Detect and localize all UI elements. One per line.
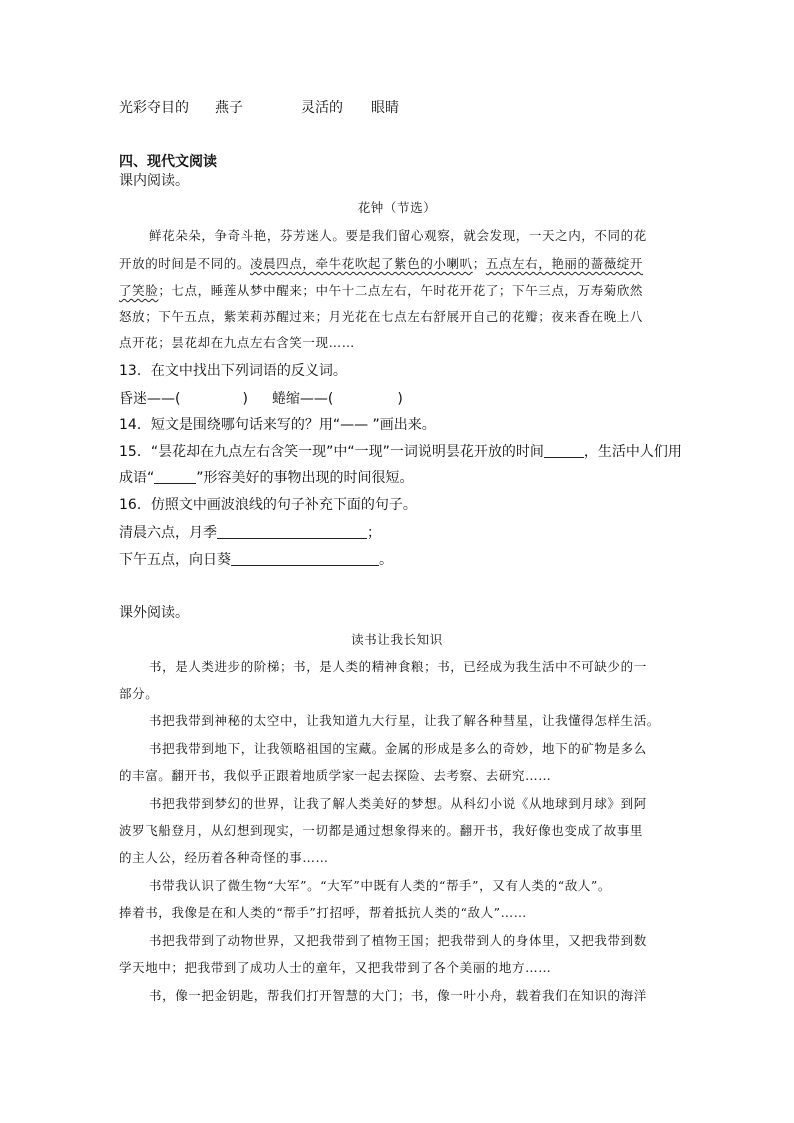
punctuation: ； bbox=[367, 525, 381, 541]
question-13-antonyms bbox=[119, 388, 403, 408]
passage-text: ； bbox=[472, 256, 486, 271]
passage-line: 书把我带到神秘的太空中，让我知道九大行星，让我了解各种彗星，让我懂得怎样生活。 bbox=[149, 713, 660, 728]
punctuation: 。 bbox=[379, 552, 393, 568]
passage-line: 捧着书，我像是在和人类的“帮手”打招呼，帮着抵抗人类的“敌人”…… bbox=[119, 905, 527, 920]
question-16-item-2 bbox=[119, 549, 393, 569]
antonym-prompt-2: 蜷缩——( bbox=[271, 391, 334, 407]
question-15-text: 成语“ bbox=[119, 470, 155, 486]
section-heading: 四、现代文阅读 bbox=[119, 154, 217, 170]
wavy-underlined-sentence: 了笑脸 bbox=[119, 283, 159, 298]
question-15-line-1 bbox=[119, 441, 682, 461]
question-16: 16．仿照文中画波浪线的句子补充下面的句子。 bbox=[119, 497, 417, 513]
passage-line: 书把我带到地下，让我领略祖国的宝藏。金属的形成是多么的奇妙，地下的矿物是多么 bbox=[149, 741, 647, 756]
sentence-prompt: 清晨六点，月季 bbox=[119, 525, 217, 541]
question-15-text: 15．“昙花却在九点左右含笑一现”中“一现”一词说明昙花开放的时间 bbox=[119, 444, 544, 460]
question-13: 13．在文中找出下列词语的反义词。 bbox=[119, 363, 347, 379]
vocab-word-4: 眼睛 bbox=[371, 100, 399, 116]
passage-title: 读书让我长知识 bbox=[351, 632, 443, 647]
antonym-close-1: ) bbox=[242, 391, 248, 407]
passage-line: 波罗飞船登月，从幻想到现实，一切都是通过想象得来的。翻开书，我好像也变成了故事里 bbox=[119, 823, 644, 838]
answer-blank[interactable] bbox=[231, 551, 379, 566]
passage-line: 点开花；昙花却在九点左右含笑一现…… bbox=[119, 335, 355, 350]
vocab-row bbox=[119, 97, 399, 117]
passage-text: 开放的时间是不同的。 bbox=[119, 256, 251, 271]
wavy-underlined-sentence: 五点左右，艳丽的蔷薇绽开 bbox=[485, 256, 644, 271]
sentence-prompt: 下午五点，向日葵 bbox=[119, 552, 231, 568]
question-15-text: ，生活中人们用 bbox=[583, 444, 682, 460]
answer-blank[interactable] bbox=[544, 443, 584, 458]
passage-line: 的主人公，经历着各种奇怪的事…… bbox=[119, 850, 329, 865]
extra-reading-heading: 课外阅读。 bbox=[119, 605, 189, 621]
passage-line: 鲜花朵朵，争奇斗艳，芬芳迷人。要是我们留心观察，就会发现，一天之内，不同的花 bbox=[149, 228, 647, 243]
question-14: 14．短文是围绕哪句话来写的？用“—— ”画出来。 bbox=[119, 417, 436, 433]
antonym-close-2: ) bbox=[397, 391, 403, 407]
answer-blank[interactable] bbox=[154, 469, 196, 484]
section-subheading: 课内阅读。 bbox=[119, 173, 189, 189]
passage-line: 书把我带到了动物世界，又把我带到了植物王国；把我带到人的身体里，又把我带到数 bbox=[149, 933, 647, 948]
passage-line: 书，是人类进步的阶梯；书，是人类的精神食粮；书，已经成为我生活中不可缺少的一 bbox=[149, 659, 647, 674]
wavy-underlined-sentence: 凌晨四点，牵牛花吹起了紫色的小喇叭 bbox=[250, 256, 473, 271]
passage-text: ；七点，睡莲从梦中醒来；中午十二点左右，午时花开花了；下午三点，万寿菊欣然 bbox=[158, 283, 644, 298]
passage-line bbox=[119, 281, 643, 299]
passage-line: 书把我带到梦幻的世界，让我了解人类美好的梦想。从科幻小说《从地球到月球》到阿 bbox=[149, 796, 647, 811]
passage-title: 花钟（节选） bbox=[357, 200, 437, 215]
passage-line: 的丰富。翻开书，我似乎正跟着地质学家一起去探险、去考察、去研究…… bbox=[119, 768, 552, 783]
answer-blank[interactable] bbox=[217, 524, 367, 539]
passage-line: 书带我认识了微生物“大军”。“大军”中既有人类的“帮手”，又有人类的“敌人”。 bbox=[149, 878, 612, 893]
question-16-item-1 bbox=[119, 522, 381, 542]
passage-line: 学天地中；把我带到了成功人士的童年，又把我带到了各个美丽的地方…… bbox=[119, 960, 552, 975]
antonym-prompt-1: 昏迷——( bbox=[119, 391, 181, 407]
passage-line: 部分。 bbox=[119, 686, 159, 701]
question-15-text: ”形容美好的事物出现的时间很短。 bbox=[196, 470, 414, 486]
passage-line: 怒放；下午五点，紫茉莉苏醒过来；月光花在七点左右舒展开自己的花瓣；夜来香在晚上八 bbox=[119, 309, 644, 324]
vocab-word-2: 燕子 bbox=[215, 100, 243, 116]
vocab-word-1: 光彩夺目的 bbox=[119, 100, 189, 116]
passage-line: 书，像一把金钥匙，帮我们打开智慧的大门；书，像一叶小舟，载着我们在知识的海洋 bbox=[149, 988, 647, 1003]
passage-line bbox=[119, 254, 643, 272]
question-15-line-2 bbox=[119, 467, 414, 487]
vocab-word-3: 灵活的 bbox=[301, 100, 343, 116]
